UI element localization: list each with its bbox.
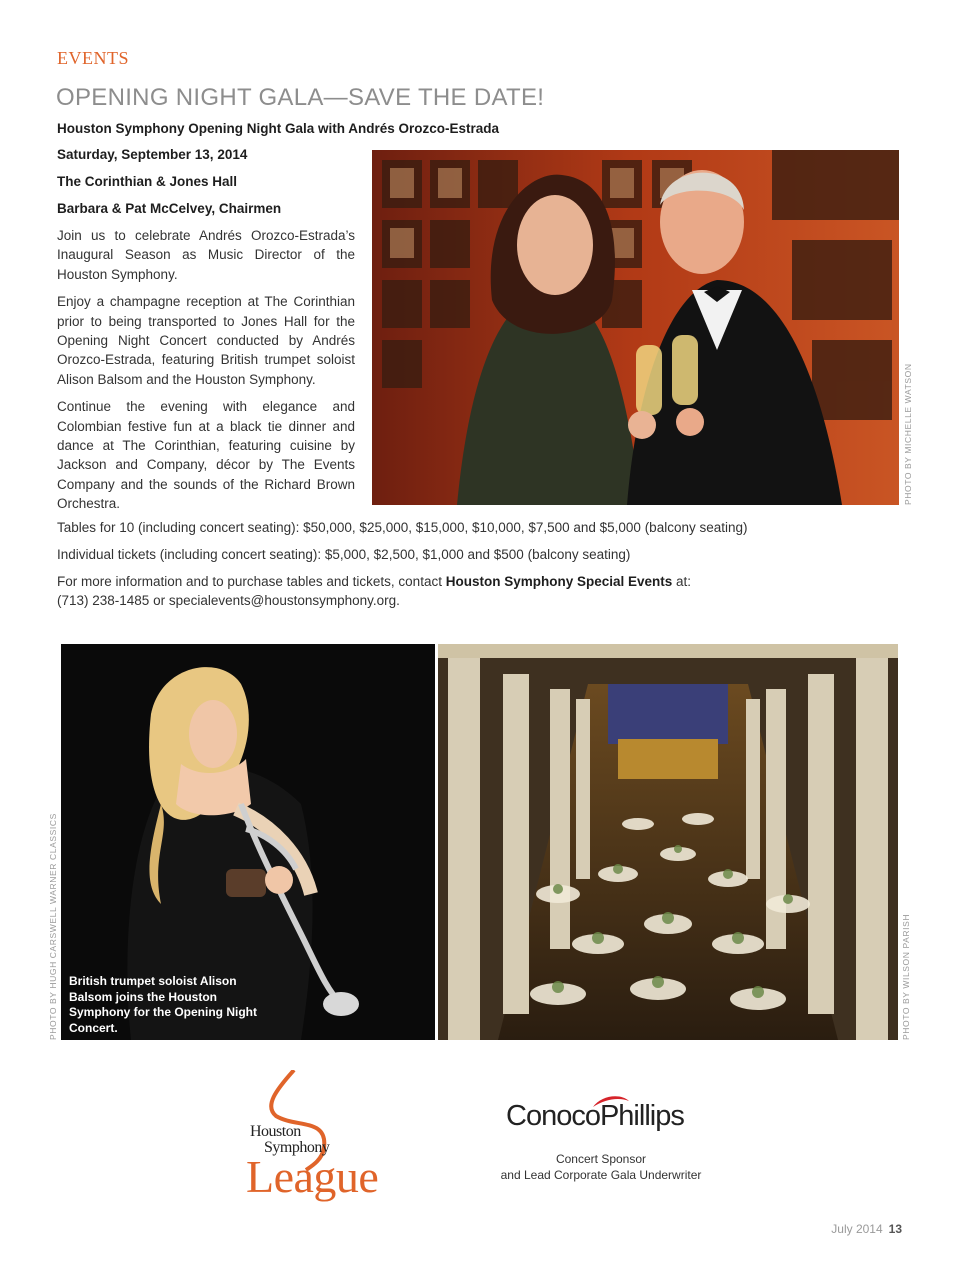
contact-info [57, 572, 691, 611]
league-logo-line1: Houston [250, 1123, 301, 1140]
body-paragraph-3: Continue the evening with elegance and Colombian festive fun at a black tie dinner and dance at The Corinthian, featuring cuisine by Jackson and Company, décor by The Events Company and the sounds of the Richard Brown Orchestra. [57, 399, 355, 512]
page-number: 13 [888, 1222, 902, 1236]
body-paragraph-1: Join us to celebrate Andrés Orozco-Estrada’s Inaugural Season as Music Director of the Houston Symphony. [57, 228, 355, 282]
contact-org: Houston Symphony Special Events [445, 574, 673, 589]
event-chairs: Barbara & Pat McCelvey, Chairmen [57, 201, 282, 216]
photo-caption: British trumpet soloist Alison Balsom joins the Houston Symphony for the Opening Night Concert. [69, 974, 257, 1035]
sponsor-line-1: Concert Sponsor [555, 1152, 647, 1166]
body-column [57, 226, 355, 522]
event-headline: Houston Symphony Opening Night Gala with Andrés Orozco-Estrada [57, 121, 500, 136]
pricing-individual: Individual tickets (including concert seating): $5,000, $2,500, $1,000 and $500 (balcony seating) [57, 547, 631, 562]
event-date: Saturday, September 13, 2014 [57, 147, 248, 162]
sponsor-line-2: and Lead Corporate Gala Underwriter [500, 1167, 702, 1182]
page-footer [831, 1222, 902, 1236]
contact-after: at: [672, 574, 692, 589]
photo-couple-toast [372, 150, 899, 505]
photo-credit-right: PHOTO BY WILSON PARISH [901, 913, 911, 1040]
league-logo-line3: League [246, 1151, 379, 1202]
contact-phone-email: (713) 238-1485 or specialevents@houstonsymphony.org. [57, 593, 400, 609]
conocophillips-logo: ConocoPhillips [506, 1100, 684, 1132]
contact-lead: For more information and to purchase tables and tickets, contact [57, 574, 446, 589]
league-logo-line2: Symphony [264, 1139, 330, 1156]
photo-ballroom [438, 644, 898, 1040]
event-venue: The Corinthian & Jones Hall [57, 174, 238, 189]
body-paragraph-2: Enjoy a champagne reception at The Corinthian prior to being transported to Jones Hall for the Opening Night Concert conducted by Andrés Orozco-Estrada, featuring British trumpet soloist Alison Balsom and the Houston Symphony. [57, 294, 355, 387]
houston-symphony-league-logo [246, 1070, 386, 1210]
footer-issue: July 2014 [831, 1222, 883, 1236]
page-title: OPENING NIGHT GALA—SAVE THE DATE! [56, 84, 545, 111]
photo-credit-left: PHOTO BY HUGH CARSWELL WARNER CLASSICS [48, 813, 58, 1040]
pricing-tables: Tables for 10 (including concert seating): $50,000, $25,000, $15,000, $10,000, $7,500 and $5,000 (balcony seating) [57, 520, 748, 535]
sponsor-text [490, 1152, 712, 1183]
section-label: EVENTS [57, 48, 129, 68]
photo-credit-top: PHOTO BY MICHELLE WATSON [903, 363, 913, 505]
